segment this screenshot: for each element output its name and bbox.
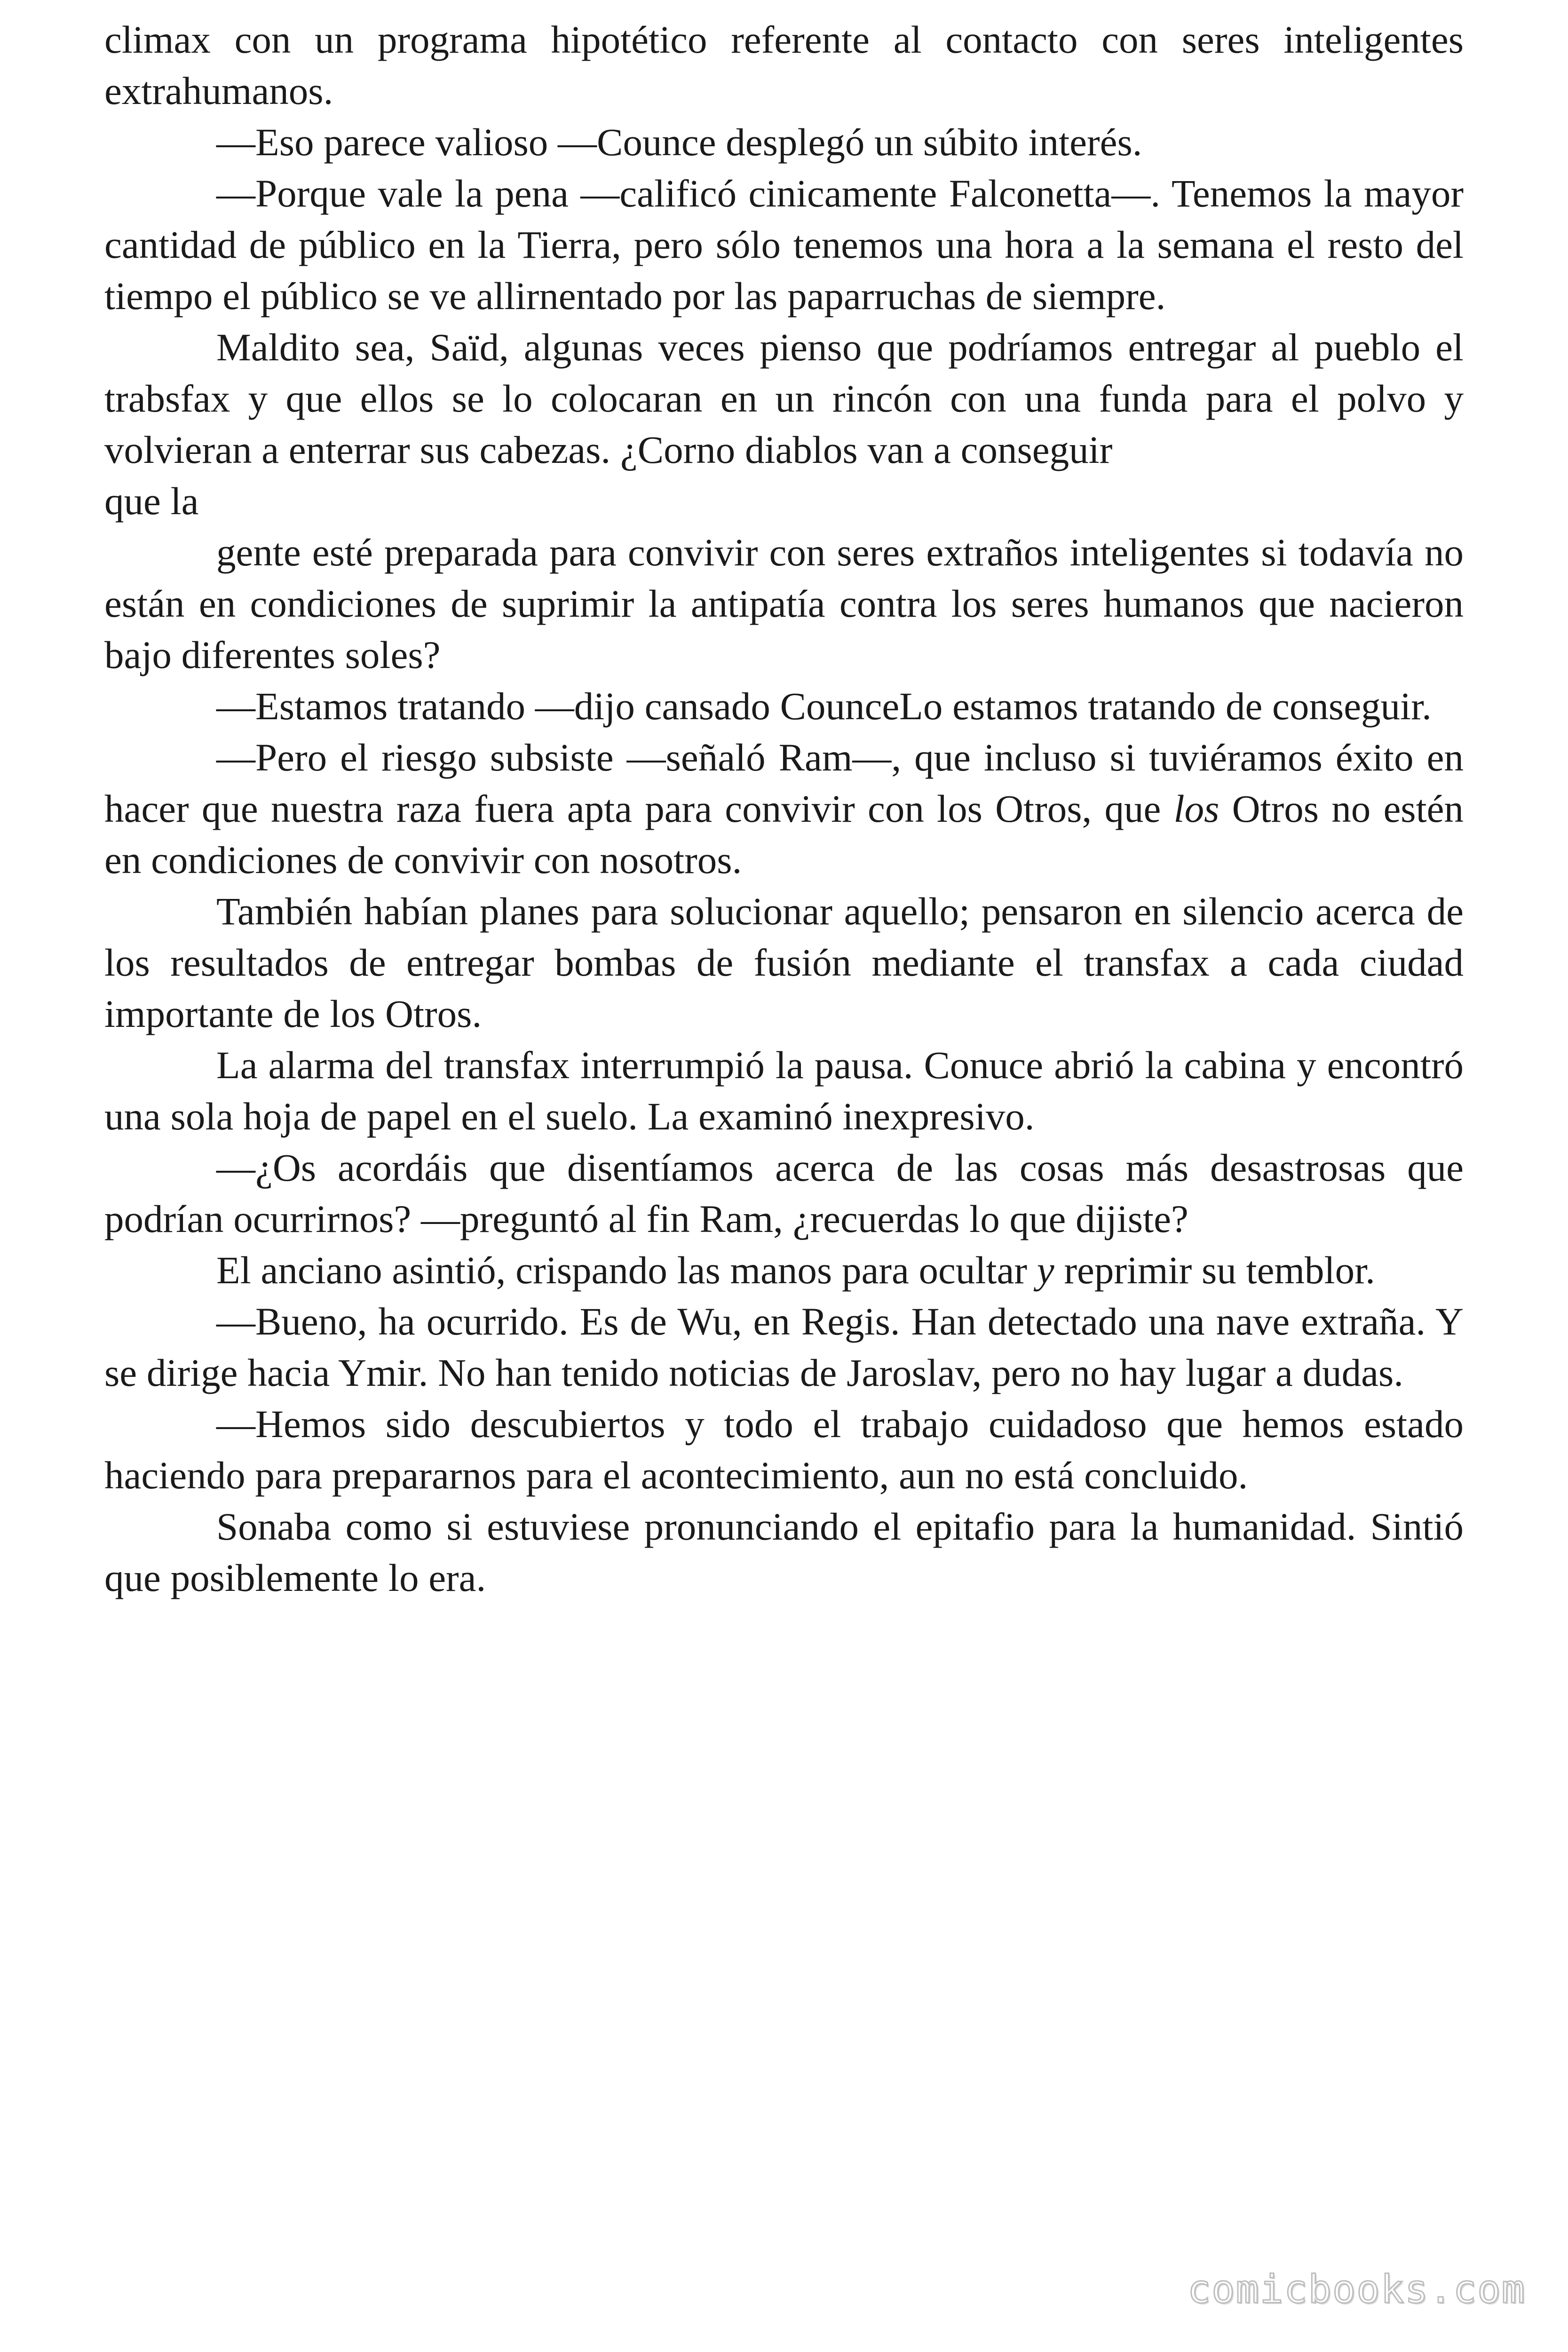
italic-word: y [1037,1248,1054,1292]
document-body [104,14,1464,1604]
paragraph [104,732,1464,886]
paragraph: —Porque vale la pena —calificó cinicamente Falconetta—. Tenemos la mayor cantidad de público en la Tierra, pero sólo tenemos una hora a la semana el resto del tiempo el público se ve allirnentado por las paparruchas de siempre. [104,172,1464,318]
paragraph: —Hemos sido descubiertos y todo el trabajo cuidadoso que hemos estado haciendo para prepararnos para el acontecimiento, aun no está concluido. [104,1402,1464,1497]
italic-word: los [1173,787,1220,830]
watermark: comicbooks.com [1187,2267,1526,2312]
paragraph-text: El anciano asintió, crispando las manos para ocultar [216,1248,1027,1292]
paragraph: —Estamos tratando —dijo cansado CounceLo estamos tratando de conseguir. [216,684,1432,728]
paragraph: La alarma del transfax interrumpió la pausa. Conuce abrió la cabina y encontró una sola hoja de papel en el suelo. La examinó inexpresivo. [104,1043,1464,1138]
paragraph: Sonaba como si estuviese pronunciando el epitafio para la humanidad. Sintió que posiblemente lo era. [104,1505,1464,1599]
paragraph: —Eso parece valioso —Counce desplegó un súbito interés. [216,120,1142,164]
paragraph: climax con un programa hipotético referente al contacto con seres inteligentes extrahumanos. [104,18,1464,112]
paragraph: Maldito sea, Saïd, algunas veces pienso que podríamos entregar al pueblo el trabsfax y que ellos se lo colocaran en un rincón con una funda para el polvo y volvieran a enterrar sus cabezas. ¿Corno diablos van a conseguir [104,326,1464,471]
paragraph: También habían planes para solucionar aquello; pensaron en silencio acerca de los resultados de entregar bombas de fusión mediante el transfax a cada ciudad importante de los Otros. [104,890,1464,1035]
paragraph: —Bueno, ha ocurrido. Es de Wu, en Regis. Han detectado una nave extraña. Y se dirige hacia Ymir. No han tenido noticias de Jaroslav, pero no hay lugar a dudas. [104,1300,1464,1394]
paragraph: —¿Os acordáis que disentíamos acerca de las cosas más desastrosas que podrían ocurrirnos? —preguntó al fin Ram, ¿recuerdas lo que dijiste? [104,1146,1464,1240]
paragraph-text: —Pero el riesgo subsiste —señaló Ram—, que incluso si tuviéramos éxito en hacer que nuestra raza fuera apta para convivir con los Otros, que [104,736,1464,830]
paragraph: gente esté preparada para convivir con seres extraños inteligentes si todavía no están en condiciones de suprimir la antipatía contra los seres humanos que nacieron bajo diferentes soles? [104,531,1464,676]
paragraph-fragment: que la [104,479,199,523]
paragraph [104,1245,1464,1296]
paragraph-text: reprimir su temblor. [1064,1248,1375,1292]
paragraph-text: Otros no estén en condiciones de convivir con nosotros. [104,787,1464,882]
